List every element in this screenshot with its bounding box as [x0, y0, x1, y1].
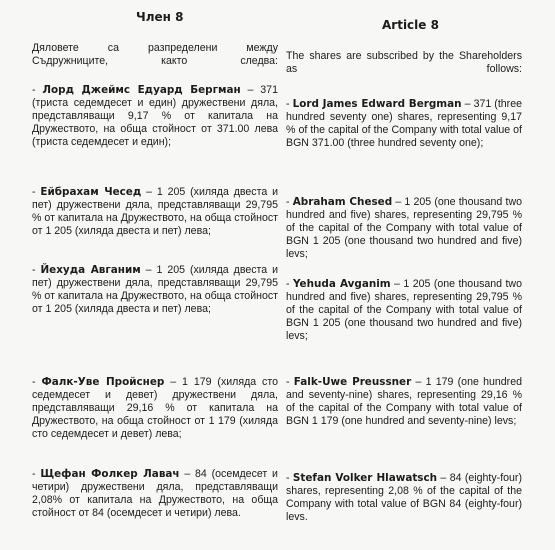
- bg-shareholder-4-name: Фалк-Уве Пройснер: [41, 376, 165, 388]
- en-shareholder-2: - Abraham Chesed – 1 205 (one thousand two hundred and five) shares, representing 29,795 % of the capital of the Company with total value of BGN 1 205 (one thousand two hundred and five) levs;: [286, 196, 522, 261]
- bg-shareholder-5: - Щефан Фолкер Лавач – 84 (осемдесет и четири) дружествени дяла, представляващи 2,08% от капитала на Дружеството, на обща стойност от 84 (осемдесет и четири) лева.: [32, 468, 278, 520]
- bg-shareholder-3-name: Йехуда Авганим: [40, 264, 141, 276]
- en-shareholder-3: - Yehuda Avganim – 1 205 (one thousand two hundred and five) shares, representing 29,795 % of the capital of the Company with total value of BGN 1 205 (one thousand two hundred and five) levs;: [286, 278, 522, 343]
- bg-article-heading: Член 8: [136, 10, 184, 24]
- en-shareholder-5-text: – 84 (eighty-four) shares, representing 2,08 % of the capital of the Company with total value of BGN 84 (eighty-four) levs.: [286, 472, 522, 524]
- bg-shareholder-1-name: Лорд Джеймс Едуард Бергман: [42, 84, 241, 96]
- bg-shareholder-1: - Лорд Джеймс Едуард Бергман – 371 (триста седемдесет и един) дружествени дяла, представляващи 9,17 % от капитала на Дружеството, на обща стойност от 371.00 лева (триста седемдесет и един);: [32, 84, 278, 149]
- en-article-heading: Article 8: [382, 18, 439, 32]
- en-shareholder-4-name: Falk-Uwe Preussner: [293, 376, 412, 388]
- en-shareholder-3-name: Yehuda Avganim: [292, 278, 391, 290]
- bg-shareholder-4: - Фалк-Уве Пройснер – 1 179 (хиляда сто седемдесет и девет) дружествени дяла, представляващи 29,16 % от капитала на Дружеството, на обща стойност от 1 179 (хиляда сто седемдесет и девет) лева;: [32, 376, 278, 441]
- bg-shareholder-4-text: – 1 179 (хиляда сто седемдесет и девет) дружествени дяла, представляващи 29,16 % от капитала на Дружеството, на обща стойност от 1 179 (хиляда сто седемдесет и девет) лева;: [32, 376, 278, 441]
- en-shareholder-5-name: Stefan Volker Hlawatsch: [292, 472, 438, 484]
- bg-shareholder-5-text: – 84 (осемдесет и четири) дружествени дяла, представляващи 2,08% от капитала на Дружеството, на обща стойност от 84 (осемдесет и четири) лева.: [32, 468, 278, 520]
- en-intro-paragraph: The shares are subscribed by the Shareholders as follows:: [286, 50, 522, 76]
- bg-intro-paragraph: Дяловете са разпределени между Съдружниците, както следва:: [32, 42, 278, 68]
- en-shareholder-5: - Stefan Volker Hlawatsch – 84 (eighty-four) shares, representing 2,08 % of the capital of the Company with total value of BGN 84 (eighty-four) levs.: [286, 472, 522, 524]
- en-shareholder-4-text: – 1 179 (one hundred and seventy-nine) shares, representing 29,16 % of the capital of the Company with total value of BGN 1 179 (one hundred and seventy-nine) levs;: [286, 376, 522, 428]
- bg-shareholder-1-text: – 371 (триста седемдесет и един) дружествени дяла, представляващи 9,17 % от капитала на Дружеството, на обща стойност от 371.00 лева (триста седемдесет и един);: [32, 84, 278, 149]
- en-shareholder-2-name: Abraham Chesed: [292, 196, 393, 208]
- en-shareholder-4: - Falk-Uwe Preussner – 1 179 (one hundred and seventy-nine) shares, representing 29,16 % of the capital of the Company with total value of BGN 1 179 (one hundred and seventy-nine) levs;: [286, 376, 522, 428]
- bg-shareholder-2-text: – 1 205 (хиляда двеста и пет) дружествени дяла, представляващи 29,795 % от капитала на Дружеството, на обща стойност от 1 205 (хиляда двеста и пет) лева;: [32, 186, 278, 238]
- bg-shareholder-2: - Ейбрахам Чесед – 1 205 (хиляда двеста и пет) дружествени дяла, представляващи 29,795 % от капитала на Дружеството, на обща стойност от 1 205 (хиляда двеста и пет) лева;: [32, 186, 278, 238]
- en-shareholder-1-name: Lord James Edward Bergman: [292, 98, 462, 110]
- bg-shareholder-3-text: – 1 205 (хиляда двеста и пет) дружествени дяла, представляващи 29,795 % от капитала на Дружеството, на обща стойност от 1 205 (хиляда двеста и пет) лева;: [32, 264, 278, 316]
- en-shareholder-2-text: – 1 205 (one thousand two hundred and five) shares, representing 29,795 % of the capital of the Company with total value of BGN 1 205 (one thousand two hundred and five) levs;: [286, 196, 522, 261]
- bg-shareholder-5-name: Щефан Фолкер Лавач: [40, 468, 180, 480]
- en-shareholder-1-text: – 371 (three hundred seventy one) shares, representing 9,17 % of the capital of the Company with total value of BGN 371.00 (three hundred seventy one);: [286, 98, 522, 150]
- bg-shareholder-2-name: Ейбрахам Чесед: [40, 186, 142, 198]
- bg-shareholder-3: - Йехуда Авганим – 1 205 (хиляда двеста и пет) дружествени дяла, представляващи 29,795 % от капитала на Дружеството, на обща стойност от 1 205 (хиляда двеста и пет) лева;: [32, 264, 278, 316]
- en-shareholder-1: - Lord James Edward Bergman – 371 (three hundred seventy one) shares, representing 9,17 % of the capital of the Company with total value of BGN 371.00 (three hundred seventy one);: [286, 98, 522, 150]
- en-shareholder-3-text: – 1 205 (one thousand two hundred and five) shares, representing 29,795 % of the capital of the Company with total value of BGN 1 205 (one thousand two hundred and five) levs;: [286, 278, 522, 343]
